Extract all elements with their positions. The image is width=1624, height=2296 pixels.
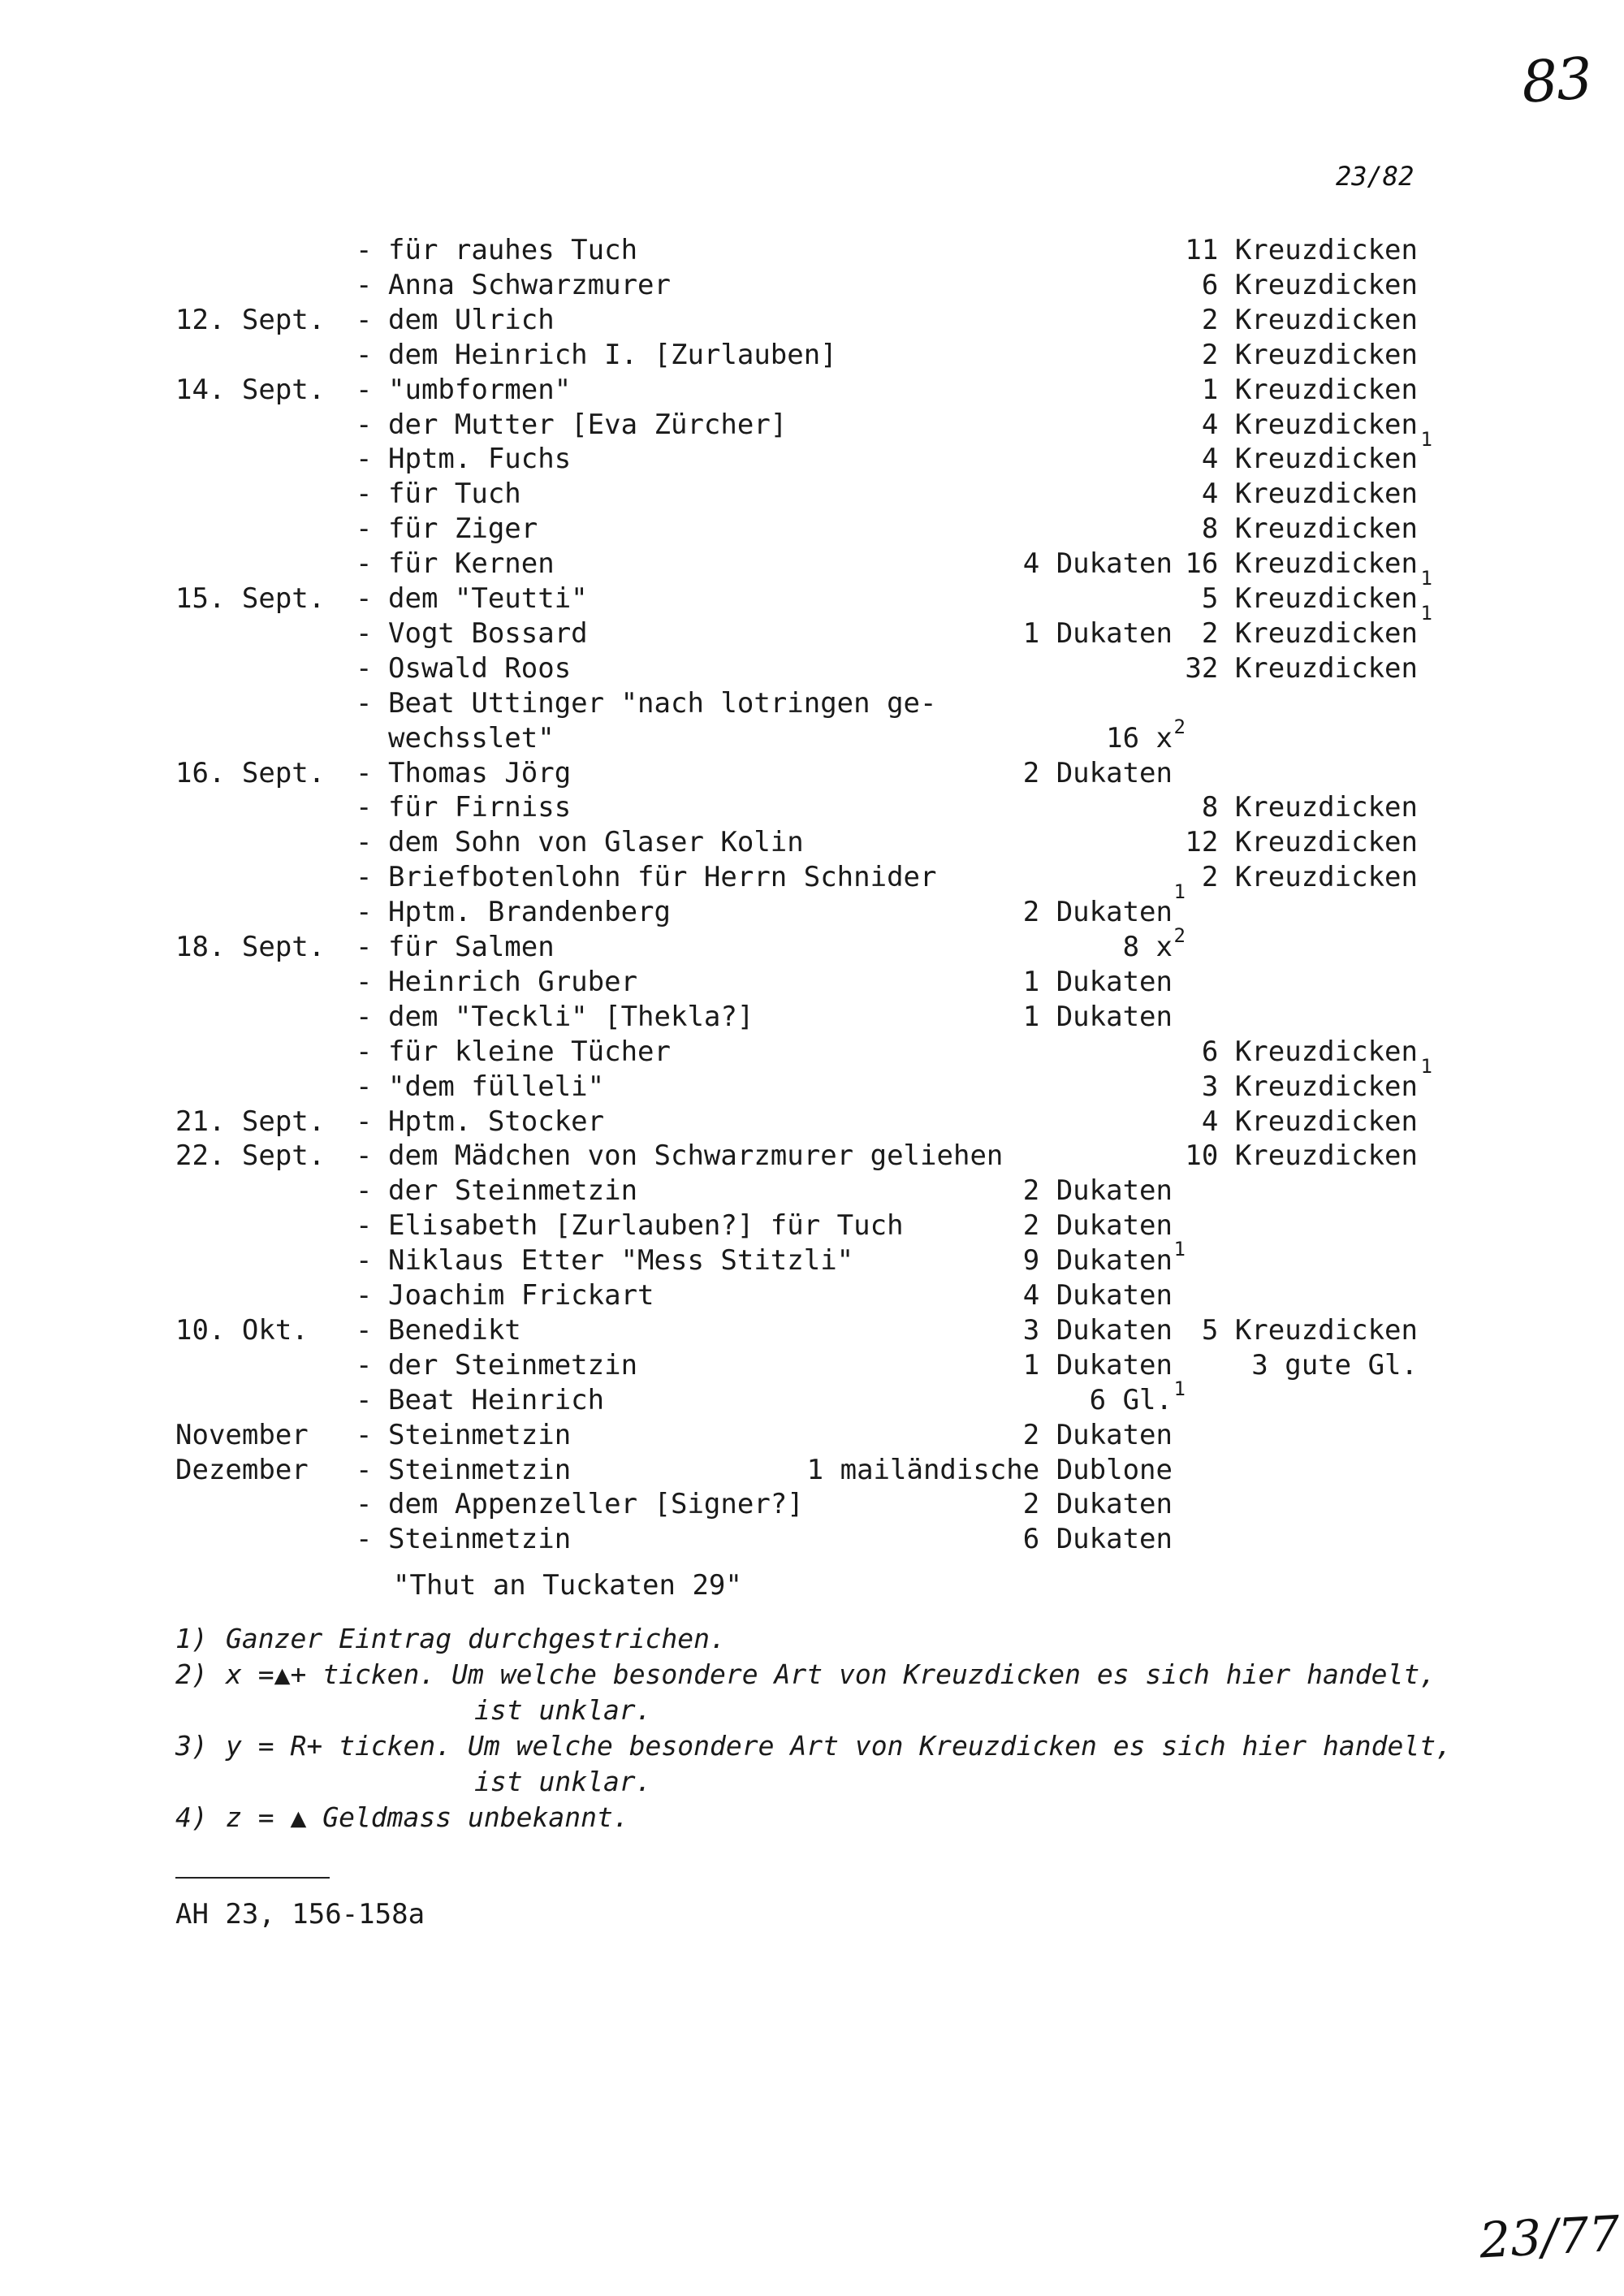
ledger-row [0,1104,1624,1139]
entry-amount-mid: 4 Dukaten [1022,1279,1173,1312]
entry-date: 21. Sept. [175,1105,326,1138]
entry-dash: - [356,1488,373,1521]
entry-dash: - [356,1418,373,1451]
ledger-row [0,894,1624,930]
entry-footnote-marker: 1 [1173,1377,1186,1400]
entry-dash: - [356,931,373,963]
entry-amount-right: 2 Kreuzdicken [1201,616,1418,650]
footnote-text: ist unklar. [474,1766,652,1797]
document-number: 23/82 [1336,161,1415,192]
entry-amount-mid: 1 Dukaten [1022,1348,1173,1381]
entry-dash: - [356,1523,373,1556]
entry-date: 14. Sept. [175,373,326,406]
entry-text: Hptm. Brandenberg [388,896,671,929]
ledger-row [0,476,1624,512]
entry-amount-mid: 1 Dukaten [1022,616,1173,650]
entry-text: dem Ulrich [388,303,555,336]
source-reference: AH 23, 156-158a [175,1898,425,1931]
entry-amount-mid: 6 Gl. [1089,1383,1173,1416]
entry-amount-right: 6 Kreuzdicken [1201,1035,1418,1068]
entry-amount-right: 8 Kreuzdicken [1201,512,1418,546]
ledger-row [0,337,1624,373]
entry-amount-mid: 8 x [1122,931,1173,963]
entry-text: Oswald Roos [388,651,572,685]
entry-amount-right: 5 Kreuzdicken [1201,1313,1418,1347]
entry-amount-mid: 2 Dukaten [1022,896,1173,929]
entry-text: Hptm. Stocker [388,1105,605,1138]
entry-text: für rauhes Tuch [388,234,638,266]
archive-stamp: 23/77 [1478,2205,1622,2270]
entry-text: Beat Uttinger "nach lotringen ge- [388,686,937,720]
entry-text: Benedikt [388,1313,521,1347]
entry-amount-mid: 2 Dukaten [1022,756,1173,789]
ledger-row [0,546,1624,590]
footnotes [175,1621,1572,1836]
entry-text: Niklaus Etter "Mess Stitzli" [388,1244,854,1278]
ledger-row [0,267,1624,303]
entry-footnote-marker: 1 [1420,567,1432,590]
entry-date: 22. Sept. [175,1139,326,1173]
entry-dash: - [356,268,373,301]
entry-amount-mid: 1 mailändische Dublone [806,1453,1173,1486]
footnote-number: 3) [175,1730,208,1762]
entry-text: Steinmetzin [388,1453,572,1486]
entry-text: "umbformen" [388,373,572,406]
entry-amount-mid: 16 x [1106,721,1173,755]
ledger-row [0,964,1624,1000]
entry-text: dem "Teutti" [388,582,588,615]
entry-dash: - [356,686,373,720]
footnote-text: z = ▲ Geldmass unbekannt. [226,1801,629,1833]
footnote [175,1621,1572,1657]
entry-dash: - [356,1070,373,1103]
entry-text: dem Mädchen von Schwarzmurer geliehen [388,1139,1004,1173]
ledger-row [0,1377,1624,1418]
ledger-row [0,1069,1624,1105]
footnote-text: x =▲+ ticken. Um welche besondere Art von Kreuzdicken es sich hier handelt, [226,1658,1436,1690]
entry-dash: - [356,1139,373,1173]
ledger-row [0,1208,1624,1243]
entry-dash: - [356,896,373,929]
footnote-text: ist unklar. [474,1694,652,1726]
entry-dash: - [356,1209,373,1243]
ledger-row [0,1173,1624,1209]
ledger-row [0,407,1624,451]
ledger-row [0,1417,1624,1453]
entry-text: Thomas Jörg [388,756,572,789]
entry-dash: - [356,303,373,336]
entry-text: für Ziger [388,512,538,546]
ledger-row [0,999,1624,1035]
ledger-row [0,715,1624,756]
entry-amount-right: 16 Kreuzdicken [1185,547,1418,581]
entry-amount-right: 6 Kreuzdicken [1201,268,1418,301]
ledger-row [0,511,1624,547]
entry-dash: - [356,443,373,476]
entry-text: Elisabeth [Zurlauben?] für Tuch [388,1209,904,1243]
entry-footnote-marker: 1 [1420,1054,1432,1078]
footnote [175,1800,1572,1836]
quote-text: "Thut an Tuckaten 29" [393,1569,742,1602]
entry-text: Steinmetzin [388,1523,572,1556]
ledger-row [0,824,1624,860]
entry-amount-right: 5 Kreuzdicken [1201,582,1418,615]
ledger-row [0,1238,1624,1278]
entry-text: für kleine Tücher [388,1035,671,1068]
entry-date: Dezember [175,1453,309,1486]
ledger-row [0,685,1624,721]
entry-dash: - [356,478,373,511]
entry-dash: - [356,791,373,824]
entry-amount-mid: 1 Dukaten [1022,965,1173,998]
entry-dash: - [356,826,373,859]
entry-amount-mid: 4 Dukaten [1022,547,1173,581]
entry-amount-right: 11 Kreuzdicken [1185,234,1418,266]
entry-text: "dem fülleli" [388,1070,605,1103]
entry-text: Hptm. Fuchs [388,443,572,476]
footnote-number: 1) [175,1623,208,1654]
entry-text: für Kernen [388,547,555,581]
entry-footnote-marker: 2 [1173,715,1186,738]
entry-amount-right: 4 Kreuzdicken [1201,478,1418,511]
ledger-row [0,1347,1624,1383]
entry-amount-mid: 2 Dukaten [1022,1209,1173,1243]
entry-amount-right: 2 Kreuzdicken [1201,303,1418,336]
entry-footnote-marker: 1 [1420,602,1432,625]
entry-text: für Firniss [388,791,572,824]
entry-text: der Mutter [Eva Zürcher] [388,408,788,441]
entry-text: Anna Schwarzmurer [388,268,671,301]
entry-amount-right: 2 Kreuzdicken [1201,338,1418,371]
entry-dash: - [356,1244,373,1278]
ledger-row [0,1312,1624,1348]
entry-text: der Steinmetzin [388,1174,638,1208]
entry-footnote-marker: 2 [1173,924,1186,947]
entry-amount-right: 8 Kreuzdicken [1201,791,1418,824]
footnote-divider [175,1877,330,1879]
entry-amount-mid: 2 Dukaten [1022,1488,1173,1521]
entry-date: 16. Sept. [175,756,326,789]
entry-amount-right: 12 Kreuzdicken [1185,826,1418,859]
entry-amount-right: 1 Kreuzdicken [1201,373,1418,406]
entry-dash: - [356,1000,373,1033]
ledger-row [0,441,1624,477]
ledger-row [0,924,1624,965]
footnote [175,1728,1572,1764]
entry-dash: - [356,651,373,685]
entry-amount-mid: 1 Dukaten [1022,1000,1173,1033]
ledger-row [0,1521,1624,1557]
ledger-row [0,581,1624,625]
entry-date: 12. Sept. [175,303,326,336]
entry-text: wechsslet" [388,721,555,755]
ledger-row [0,372,1624,408]
entry-text: Steinmetzin [388,1418,572,1451]
ledger-row [0,1486,1624,1522]
entry-amount-mid: 2 Dukaten [1022,1418,1173,1451]
entry-dash: - [356,1035,373,1068]
ledger-row [0,232,1624,268]
ledger-row [0,1034,1624,1078]
entry-text: für Tuch [388,478,521,511]
entry-dash: - [356,234,373,266]
entry-text: Briefbotenlohn für Herrn Schnider [388,861,937,894]
entry-amount-mid: 9 Dukaten [1022,1244,1173,1278]
footnote-number: 2) [175,1658,208,1690]
quote-line [0,1567,1624,1603]
ledger-row [0,1138,1624,1174]
entry-dash: - [356,861,373,894]
entry-dash: - [356,965,373,998]
entry-dash: - [356,1174,373,1208]
entry-dash: - [356,1453,373,1486]
entry-text: Joachim Frickart [388,1279,654,1312]
entry-text: dem Appenzeller [Signer?] [388,1488,804,1521]
entry-text: dem Sohn von Glaser Kolin [388,826,804,859]
entry-dash: - [356,582,373,615]
entry-text: der Steinmetzin [388,1348,638,1381]
entry-amount-right: 4 Kreuzdicken [1201,1105,1418,1138]
footnote-text: Ganzer Eintrag durchgestrichen. [226,1623,726,1654]
entry-dash: - [356,547,373,581]
entry-date: 18. Sept. [175,931,326,963]
ledger-row [0,651,1624,686]
entry-dash: - [356,756,373,789]
entry-amount-mid: 6 Dukaten [1022,1523,1173,1556]
entry-text: dem "Teckli" [Thekla?] [388,1000,754,1033]
entry-dash: - [356,1313,373,1347]
footnote-text: y = R+ ticken. Um welche besondere Art von Kreuzdicken es sich hier handelt, [226,1730,1452,1762]
footnote [175,1693,1572,1728]
ledger-row [0,859,1624,904]
entry-dash: - [356,1105,373,1138]
entry-amount-right: 10 Kreuzdicken [1185,1139,1418,1173]
entry-footnote-marker: 1 [1420,427,1432,451]
ledger-row [0,789,1624,825]
entry-dash: - [356,1383,373,1416]
entry-dash: - [356,1279,373,1312]
entry-text: dem Heinrich I. [Zurlauben] [388,338,837,371]
entry-amount-mid: 2 Dukaten [1022,1174,1173,1208]
entry-amount-right: 3 Kreuzdicken [1201,1070,1418,1103]
entry-dash: - [356,338,373,371]
entry-footnote-marker: 1 [1173,1238,1186,1261]
entry-amount-right: 3 gute Gl. [1251,1348,1418,1381]
entry-dash: - [356,408,373,441]
footnote [175,1764,1572,1800]
entry-text: Vogt Bossard [388,616,588,650]
entry-amount-mid: 3 Dukaten [1022,1313,1173,1347]
footnote-number: 4) [175,1801,208,1833]
entry-dash: - [356,616,373,650]
entry-date: 10. Okt. [175,1313,309,1347]
entry-date: November [175,1418,309,1451]
entry-date: 15. Sept. [175,582,326,615]
entry-text: Heinrich Gruber [388,965,638,998]
entry-dash: - [356,512,373,546]
entry-footnote-marker: 1 [1173,880,1186,904]
entry-dash: - [356,373,373,406]
ledger-row [0,1452,1624,1488]
entry-amount-right: 32 Kreuzdicken [1185,651,1418,685]
folio-number: 83 [1519,45,1593,116]
entry-text: Beat Heinrich [388,1383,605,1416]
entry-amount-right: 4 Kreuzdicken [1201,443,1418,476]
entry-amount-right: 4 Kreuzdicken [1201,408,1418,441]
ledger-row [0,302,1624,338]
footnote [175,1657,1572,1693]
entry-amount-right: 2 Kreuzdicken [1201,861,1418,894]
ledger-row [0,755,1624,791]
entry-text: für Salmen [388,931,555,963]
ledger-row [0,1278,1624,1313]
ledger-row [0,616,1624,651]
entry-dash: - [356,1348,373,1381]
